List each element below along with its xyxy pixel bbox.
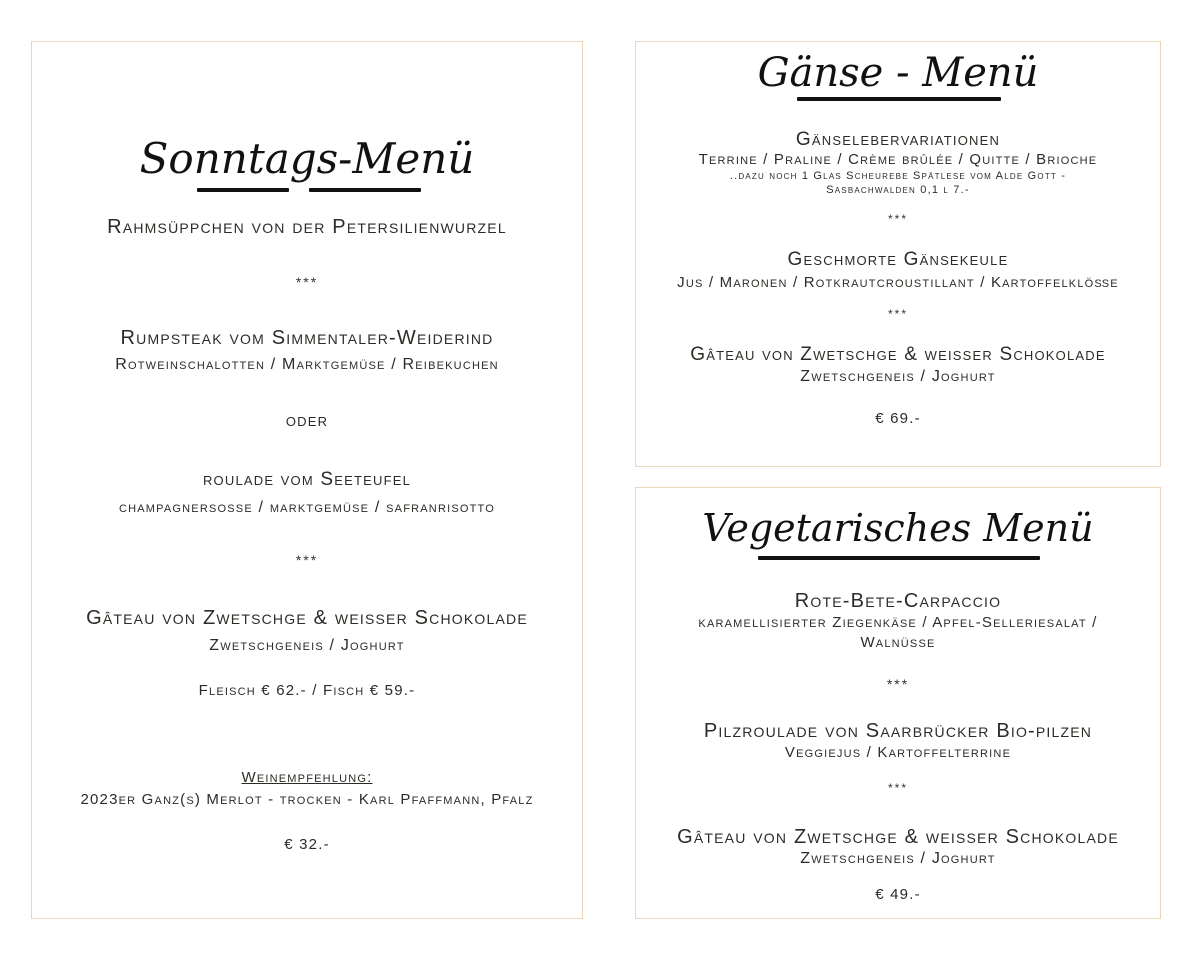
course-title: Rumpsteak vom Simmentaler-Weiderind (120, 327, 494, 349)
gaense-menu-title: Gänse - Menü (757, 50, 1039, 96)
course-description: karamellisierter Ziegenkäse / Apfel-Selleriesalat / (698, 614, 1098, 631)
oder-label: oder (285, 410, 329, 431)
dessert-title: Gâteau von Zwetschge & weisser Schokolade (677, 826, 1119, 848)
course-separator: *** (295, 552, 319, 568)
title-underline (197, 188, 289, 192)
course-separator: *** (886, 676, 910, 692)
menu-price: € 49.- (875, 886, 921, 903)
title-underline (797, 97, 1001, 101)
wine-recommendation: 2023er Ganz(s) Merlot - trocken - Karl Pfaffmann, Pfalz (80, 791, 534, 808)
course-description: Jus / Maronen / Rotkrautcroustillant / Kartoffelklöße (677, 274, 1119, 291)
course-title: Geschmorte Gänsekeule (787, 249, 1009, 270)
vegetarisches-menu-card (635, 487, 1161, 919)
course-title: Gänselebervariationen (795, 129, 1001, 150)
dessert-title: Gâteau von Zwetschge & weisser Schokolade (86, 607, 528, 629)
course-separator: *** (887, 307, 908, 321)
title-underline (758, 556, 1040, 560)
course-title: Rahmsüppchen von der Petersilienwurzel (107, 216, 507, 238)
course-description: Walnüsse (860, 634, 936, 651)
wine-label: Weinempfehlung: (241, 769, 373, 786)
dessert-description: Zwetschgeneis / Joghurt (800, 368, 996, 385)
course-description: Rotweinschalotten / Marktgemüse / Reibekuchen (115, 356, 499, 373)
course-title: Rote-Bete-Carpaccio (794, 590, 1002, 612)
vegetarisches-menu-title: Vegetarisches Menü (702, 506, 1094, 550)
course-note: Sasbachwalden 0,1 l 7.- (826, 184, 970, 196)
course-note: ..dazu noch 1 Glas Scheurebe Spätlese vom Alde Gott - (729, 170, 1067, 182)
dessert-description: Zwetschgeneis / Joghurt (800, 850, 996, 867)
wine-price: € 32.- (284, 836, 330, 853)
course-separator: *** (295, 274, 319, 290)
gaense-menu-card (635, 41, 1161, 467)
course-title: Pilzroulade von Saarbrücker Bio-pilzen (703, 720, 1093, 742)
menu-price: € 69.- (875, 410, 921, 427)
sonntags-menu-title: Sonntags-Menü (139, 134, 475, 183)
title-underline (309, 188, 421, 192)
dessert-description: Zwetschgeneis / Joghurt (209, 637, 405, 654)
dessert-title: Gâteau von Zwetschge & weisser Schokolade (690, 344, 1106, 365)
course-description: champagnersosse / marktgemüse / safranrisotto (118, 499, 496, 516)
course-description: Veggiejus / Kartoffelterrine (784, 744, 1012, 761)
menu-price: Fleisch € 62.- / Fisch € 59.- (198, 682, 416, 699)
sonntags-menu-card (31, 41, 583, 919)
course-description: Terrine / Praline / Crème brûlée / Quitte / Brioche (698, 151, 1098, 168)
course-title: roulade vom Seeteufel (202, 469, 412, 490)
course-separator: *** (887, 781, 908, 795)
course-separator: *** (887, 212, 908, 226)
